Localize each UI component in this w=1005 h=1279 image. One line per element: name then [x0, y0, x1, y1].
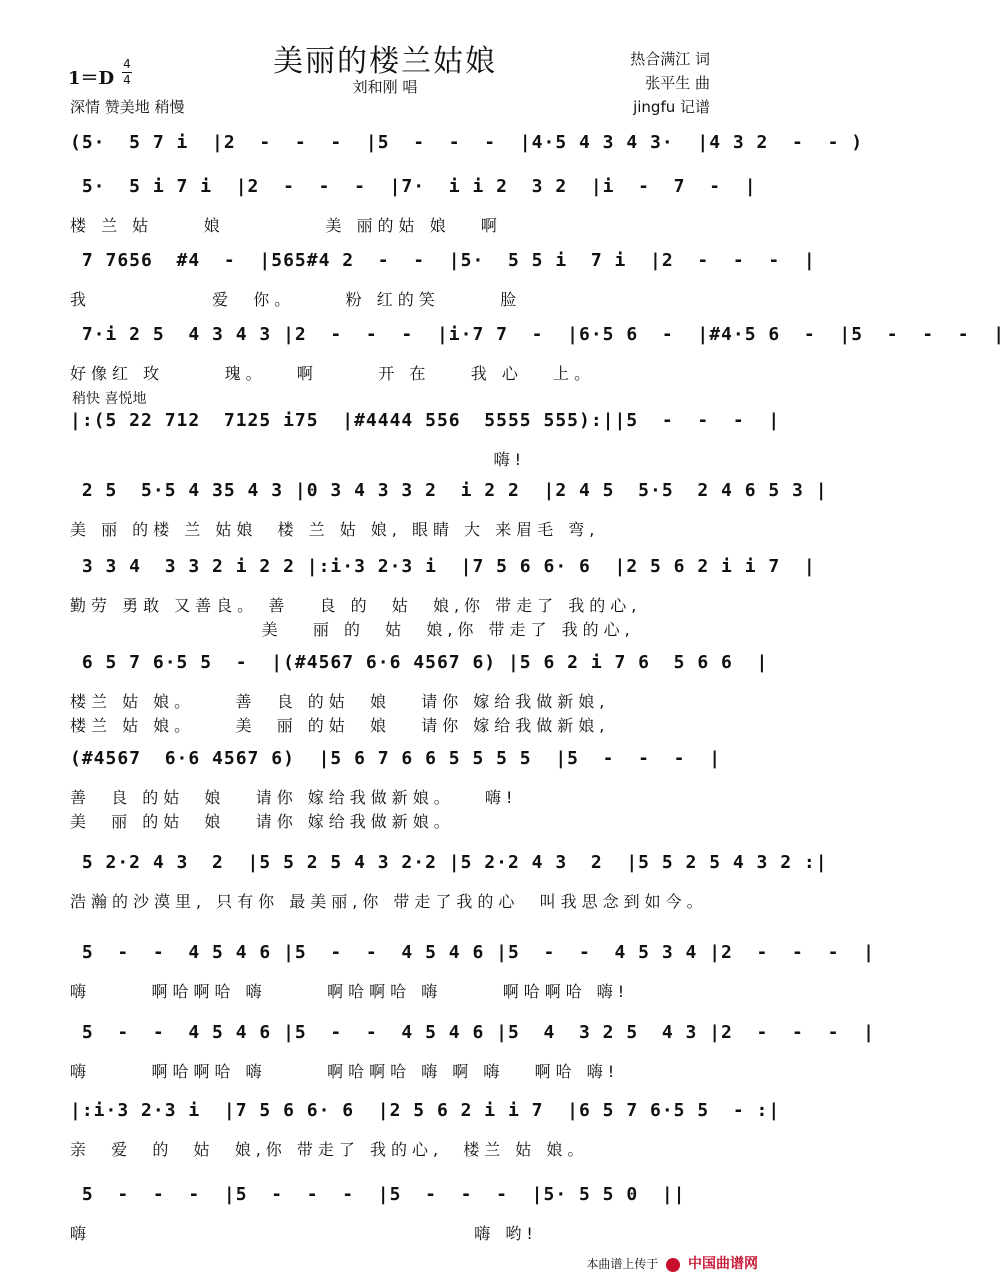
- notation-line: (#4567 6·6 4567 6) |5 6 7 6 6 5 5 5 5 |5 - - - |: [70, 748, 722, 769]
- lyric-line: 美 丽 的楼 兰 姑娘 楼 兰 姑 娘, 眼睛 大 来眉毛 弯,: [70, 520, 600, 539]
- notation-line: 7 7656 #4 - |565#4 2 - - |5· 5 5 i 7 i |2 - - - |: [70, 250, 816, 271]
- lyric-line: 楼兰 姑 娘。 美 丽 的姑 娘 请你 嫁给我做新娘,: [70, 716, 610, 735]
- time-signature: [122, 58, 132, 87]
- site-name: 中国曲谱网: [688, 1256, 758, 1272]
- key-signature: 1＝D: [68, 68, 115, 89]
- notation-line: 5 - - - |5 - - - |5 - - - |5· 5 5 0 ||: [70, 1184, 686, 1205]
- composer-credit: 张平生 曲: [645, 74, 710, 92]
- upload-label: 本曲谱上传于: [586, 1257, 659, 1271]
- notation-line: 5· 5 i 7 i |2 - - - |7· i i 2 3 2 |i - 7 - |: [70, 176, 757, 197]
- lyric-line: 嗨!: [70, 450, 527, 469]
- song-title: 美丽的楼兰姑娘: [273, 44, 497, 79]
- meter-bottom: 4: [123, 73, 131, 87]
- lyric-line: 嗨 啊哈啊哈 嗨 啊哈啊哈 嗨 啊 嗨 啊哈 嗨!: [70, 1062, 620, 1081]
- notation-line: 3 3 4 3 3 2 i 2 2 |:i·3 2·3 i |7 5 6 6· 6 |2 5 6 2 i i 7 |: [70, 556, 816, 577]
- notation-line: 5 - - 4 5 4 6 |5 - - 4 5 4 6 |5 - - 4 5 3 4 |2 - - - |: [70, 942, 875, 963]
- meter-top: 4: [123, 57, 131, 71]
- notation-line: 7·i 2 5 4 3 4 3 |2 - - - |i·7 7 - |6·5 6 - |#4·5 6 - |5 - - - |: [70, 324, 1005, 345]
- lyric-line: 美 丽 的姑 娘 请你 嫁给我做新娘。: [70, 812, 455, 831]
- notation-line: 6 5 7 6·5 5 - |(#4567 6·6 4567 6) |5 6 2 i 7 6 5 6 6 |: [70, 652, 769, 673]
- notation-line: |:(5 22 712 7125 i75 |#4444 556 5555 555):||5 - - - |: [70, 410, 781, 431]
- tempo-marking-2: 稍快 喜悦地: [72, 391, 147, 407]
- site-logo-icon: [666, 1258, 680, 1272]
- lyricist-credit: 热合满江 词: [630, 50, 710, 68]
- lyric-line: 勤劳 勇敢 又善良。 善 良 的 姑 娘,你 带走了 我的心,: [70, 596, 642, 615]
- notation-line: (5· 5 7 i |2 - - - |5 - - - |4·5 4 3 4 3· |4 3 2 - - ): [70, 132, 864, 153]
- lyric-line: 亲 爱 的 姑 娘,你 带走了 我的心, 楼兰 姑 娘。: [70, 1140, 589, 1159]
- lyric-line: 浩瀚的沙漠里, 只有你 最美丽,你 带走了我的心 叫我思念到如今。: [70, 892, 708, 911]
- lyric-line: 嗨 啊哈啊哈 嗨 啊哈啊哈 嗨 啊哈啊哈 嗨!: [70, 982, 630, 1001]
- transcriber-credit: jingfu 记谱: [633, 98, 710, 116]
- notation-line: 2 5 5·5 4 35 4 3 |0 3 4 3 3 2 i 2 2 |2 4 5 5·5 2 4 6 5 3 |: [70, 480, 828, 501]
- notation-line: 5 2·2 4 3 2 |5 5 2 5 4 3 2·2 |5 2·2 4 3 2 |5 5 2 5 4 3 2 :|: [70, 852, 828, 873]
- lyric-line: 楼 兰 姑 娘 美 丽的姑 娘 啊: [70, 216, 502, 235]
- upload-footer: [586, 1253, 758, 1273]
- notation-line: 5 - - 4 5 4 6 |5 - - 4 5 4 6 |5 4 3 2 5 4 3 |2 - - - |: [70, 1022, 875, 1043]
- lyric-line: 楼兰 姑 娘。 善 良 的姑 娘 请你 嫁给我做新娘,: [70, 692, 610, 711]
- tempo-marking: 深情 赞美地 稍慢: [70, 98, 185, 116]
- lyric-line: 我 爱 你。 粉 红的笑 脸: [70, 290, 522, 309]
- lyric-line: 嗨 嗨 哟!: [70, 1224, 538, 1243]
- lyric-line: 善 良 的姑 娘 请你 嫁给我做新娘。 嗨!: [70, 788, 518, 807]
- lyric-line: 美 丽 的 姑 娘,你 带走了 我的心,: [70, 620, 635, 639]
- singer-credit: 刘和刚 唱: [352, 78, 418, 96]
- lyric-line: 好像红 玫 瑰。 啊 开 在 我 心 上。: [70, 364, 596, 383]
- notation-line: |:i·3 2·3 i |7 5 6 6· 6 |2 5 6 2 i i 7 |6 5 7 6·5 5 - :|: [70, 1100, 781, 1121]
